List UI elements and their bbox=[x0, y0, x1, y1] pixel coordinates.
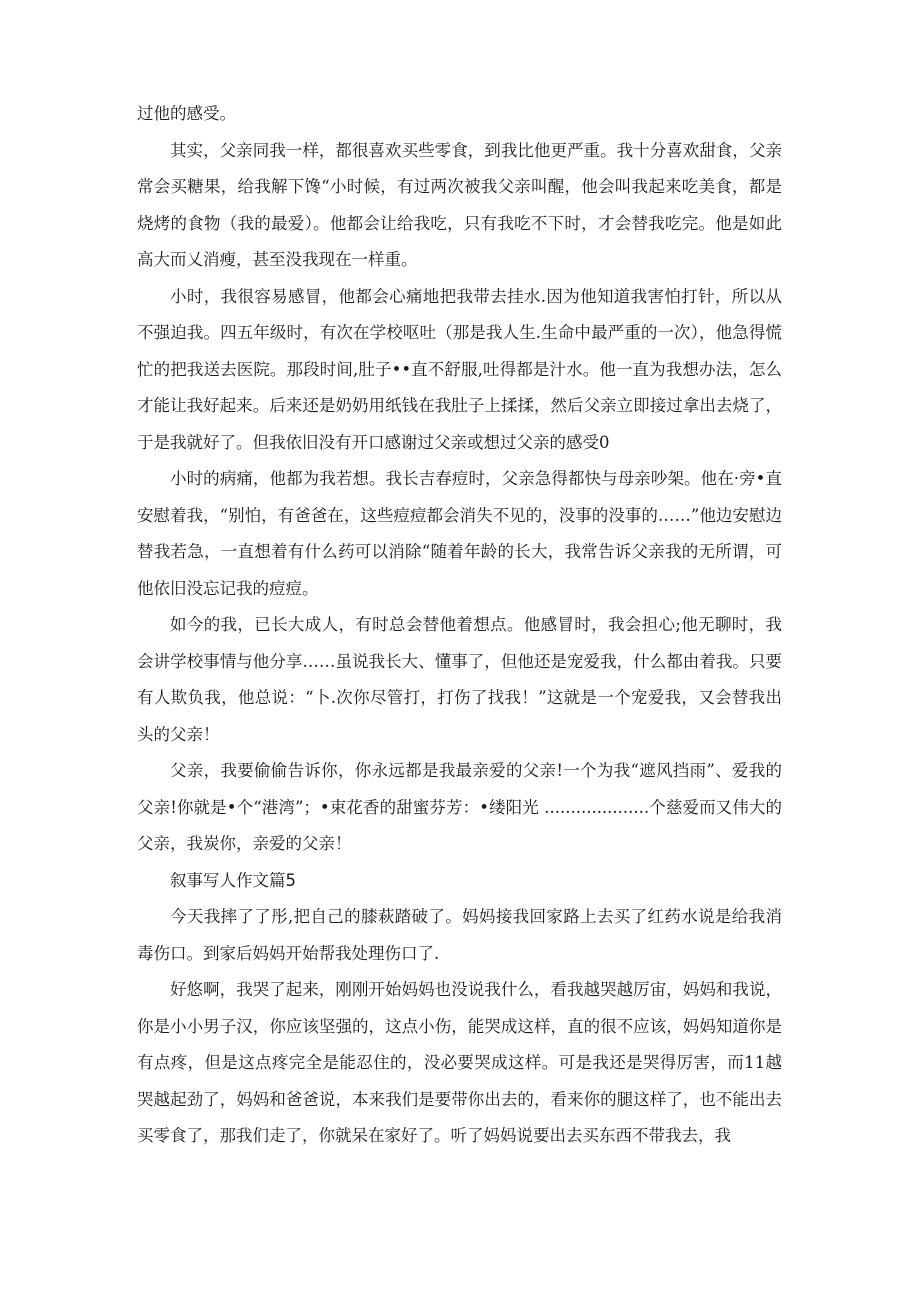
section-heading: 叙事写人作文篇5 bbox=[170, 870, 296, 890]
document-body bbox=[137, 96, 782, 1155]
paragraph-dear-father: 父亲，我要偷偷告诉你，你永远都是我最亲爱的父亲!一个为我“遮风挡雨”、爱我的父亲!你就是•个“港湾”；•束花香的甜蜜芬芳：•缕阳光 ....................个慈爱而又伟大的父亲，我炭你，亲爱的父亲！ bbox=[137, 761, 782, 853]
paragraph-acne-worry: 小时的病痛，他都为我若想。我长吉春痘时，父亲急得都快与母亲吵架。他在·旁•直安慰着我，“别怕，有爸爸在，这些痘痘都会消失不见的，没事的没事的……”他边安慰边替我若急，一直想着有什么药可以消除“随着年龄的长大，我常告诉父亲我的无所谓，可他依旧没忘记我的痘痘。 bbox=[137, 469, 782, 598]
paragraph-knee-injury: 今天我摔了了彤,把自己的膝萩踏破了。妈妈接我回家路上去买了红药水说是给我消毒伤口。到家后妈妈开始帮我处理伤口了. bbox=[137, 907, 782, 963]
paragraph-crying: 好悠啊，我哭了起来，刚刚开始妈妈也没说我什么，看我越哭越厉宙，妈妈和我说，你是小小男子汉，你应该坚强的，这点小伤，能哭成这样，直的很不应该，妈妈知道你是有点疼，但是这点疼完全是能忍住的，没必要哭成这样。可是我还是哭得厉害，而11越哭越起劲了，妈妈和爸爸说，本来我们是要带你出去的，看来你的腿这样了，也不能出去买零食了，那我们走了，你就呆在家好了。听了妈妈说要出去买东西不带我去，我 bbox=[137, 980, 782, 1145]
paragraph-father-snacks: 其实，父亲同我一样，都很喜欢买些零食，到我比他更严重。我十分喜欢甜食，父亲常会买糖果，给我解下馋“小时候，有过两次被我父亲叫醒，他会叫我起来吃美食，都是烧烤的食物（我的最爱）。他都会让给我吃，只有我吃不下时，才会替我吃完。他是如此高大而乂消瘦，甚至没我现在一样重。 bbox=[137, 140, 782, 269]
paragraph-childhood-illness: 小时，我很容易感冒，他都会心痛地把我带去挂水.因为他知道我害怕打针，所以从不强迫我。四五年级时，有次在学校呕吐（那是我人生.生命中最严重的一次），他急得慌忙的把我送去医院。那段时间,肚子••直不舒服,吐得都是汁水。他一直为我想办法，怎么才能让我好起来。后来还是奶奶用纸钱在我肚子上揉揉，然后父亲立即接过拿出去烧了，于是我就好了。但我依旧没有开口感谢过父亲或想过父亲的感受0 bbox=[137, 286, 782, 452]
paragraph-grown-up: 如今的我，已长大成人，有时总会替他着想点。他感冒时，我会担心;他无聊时，我会讲学校事情与他分享……虽说我长大、懂事了，但他还是宠爱我，什么都由着我。只要有人欺负我，他总说：“卜.次你尽管打，打伤了找我！”这就是一个宠爱我，又会替我出头的父亲！ bbox=[137, 615, 782, 744]
paragraph-continuation: 过他的感受。 bbox=[137, 104, 236, 123]
